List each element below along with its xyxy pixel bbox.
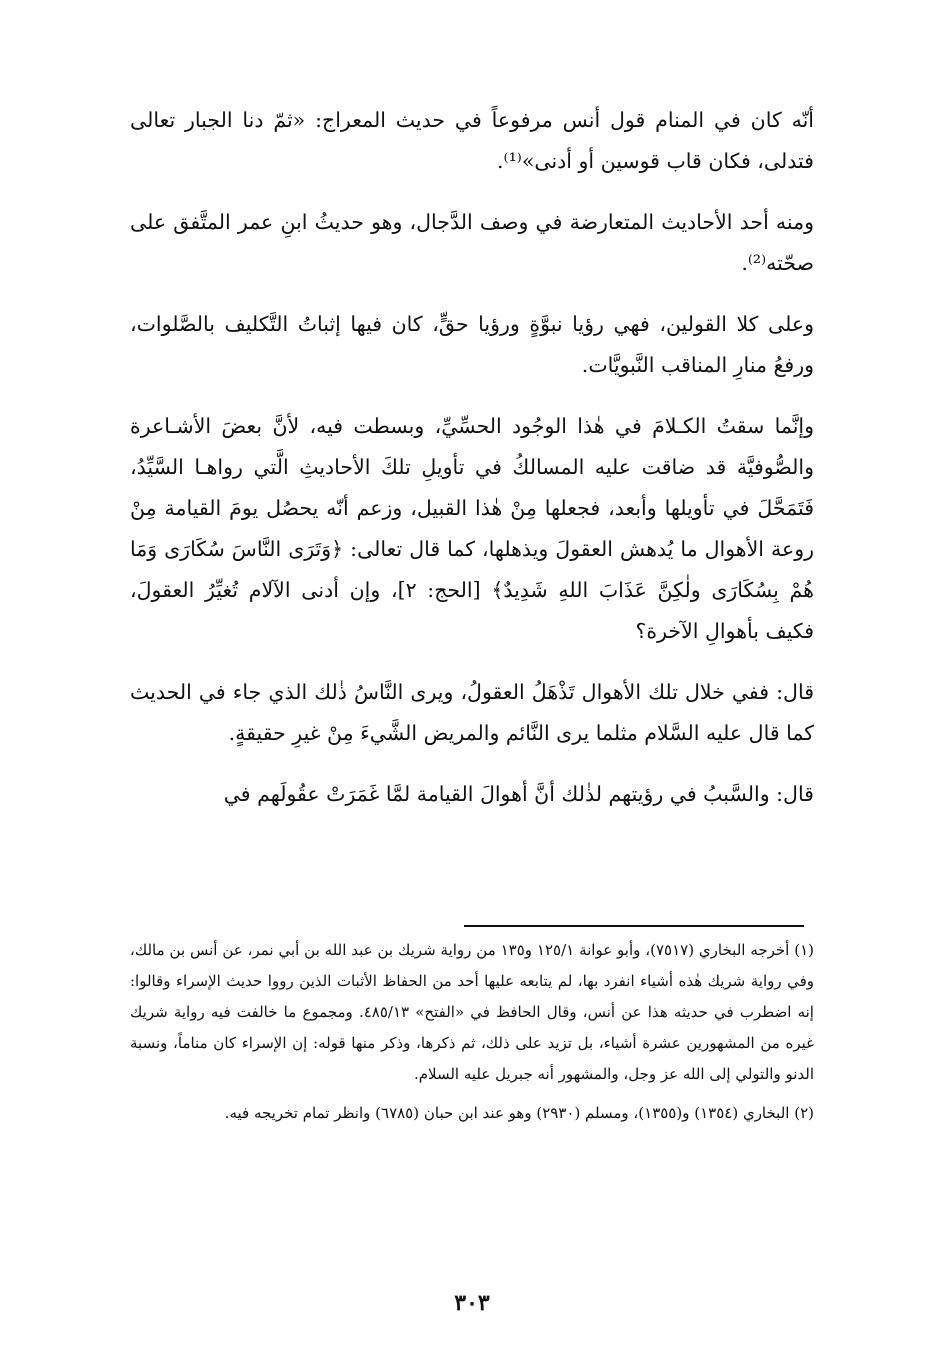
paragraph-4: وإنَّما سقتُ الكـلامَ في هٰذا الوجُود الحسِّيِّ، وبسطت فيه، لأنَّ بعضَ الأشـاعرة والصُّوفيَّة قد ضاقت عليه المسالكُ في تأويلِ تلكَ الأحاديثِ الَّتي رواهـا السَّيِّدُ، فَتَمَحَّلَ في تأويلها وأبعد، فجعلها مِنْ هٰذا القبيل، وزعم أنّه يحصُل يومَ القيامة مِنْ روعة الأهوال ما يُدهش العقولَ ويذهلها، كما قال تعالى: ﴿وَتَرَى النَّاسَ سُكَارَى وَمَا هُمْ بِسُكَارَى ولٰكِنَّ عَذَابَ اللهِ شَدِيدٌ﴾ [الحج: ٢]، وإن أدنى الآلام تُغيِّرُ العقولَ، فكيف بأهوالِ الآخرة؟ [130,414,814,643]
footnote-2: (٢) البخاري (١٣٥٤) و(١٣٥٥)، ومسلم (٢٩٣٠) وهو عند ابن حبان (٦٧٨٥) وانظر تمام تخريجه فيه. [224,1104,814,1122]
paragraph-3: وعلى كلا القولين، فهي رؤيا نبوَّةٍ ورؤيا حقٍّ، كان فيها إثباتُ التَّكليف بالصَّلوات، ورفعُ منارِ المناقب النَّبويَّات. [130,312,814,377]
paragraph-1: أنّه كان في المنام قول أنس مرفوعاً في حديث المعراج: «ثمّ دنا الجبار تعالى فتدلى، فكان قاب قوسين أو أدنى»⁽¹⁾. [130,108,814,173]
main-text [130,100,814,815]
paragraph-2: ومنه أحد الأحاديث المتعارضة في وصف الدَّجال، وهو حديثُ ابنِ عمر المتَّفق على صحّته⁽²⁾. [130,210,814,275]
paragraph-6: قال: والسَّببُ في رؤيتهم لذٰلك أنَّ أهوالَ القيامة لمَّا غَمَرَتْ عقُولَهم في [223,782,814,806]
footnote-separator [464,925,804,927]
footnote-1: (١) أخرجه البخاري (٧٥١٧)، وأبو عوانة ١٢٥/١ و١٣٥ من رواية شريك بن عبد الله بن أبي نمر، عن أنس بن مالك، وفي رواية شريك هٰذه أشياء انفرد بها، لم يتابعه عليها أحد من الحفاظ الأثبات الذين رووا حديث الإسراء وقالوا: إنه اضطرب في حديثه هذا عن أنس، وقال الحافظ في «الفتح» ٤٨٥/١٣. ومجموع ما خالفت فيه رواية شريك غيره من المشهورين عشرة أشياء، بل تزيد على ذلك، ثم ذكرها، وذكر منها قوله: إن الإسراء كان مناماً، ونسبة الدنو والتولي إلى الله عز وجل، والمشهور أنه جبريل عليه السلام. [130,941,815,1083]
footnotes [130,935,814,1137]
page-number: ٣٠٣ [454,1290,490,1316]
paragraph-5: قال: ففي خلال تلك الأهوال تَذْهَلُ العقولُ، ويرى النَّاسُ ذٰلك الذي جاء في الحديث كما قال عليه السَّلام مثلما يرى النَّائم والمريض الشَّيءَ مِنْ غيرِ حقيقةٍ. [130,680,814,745]
